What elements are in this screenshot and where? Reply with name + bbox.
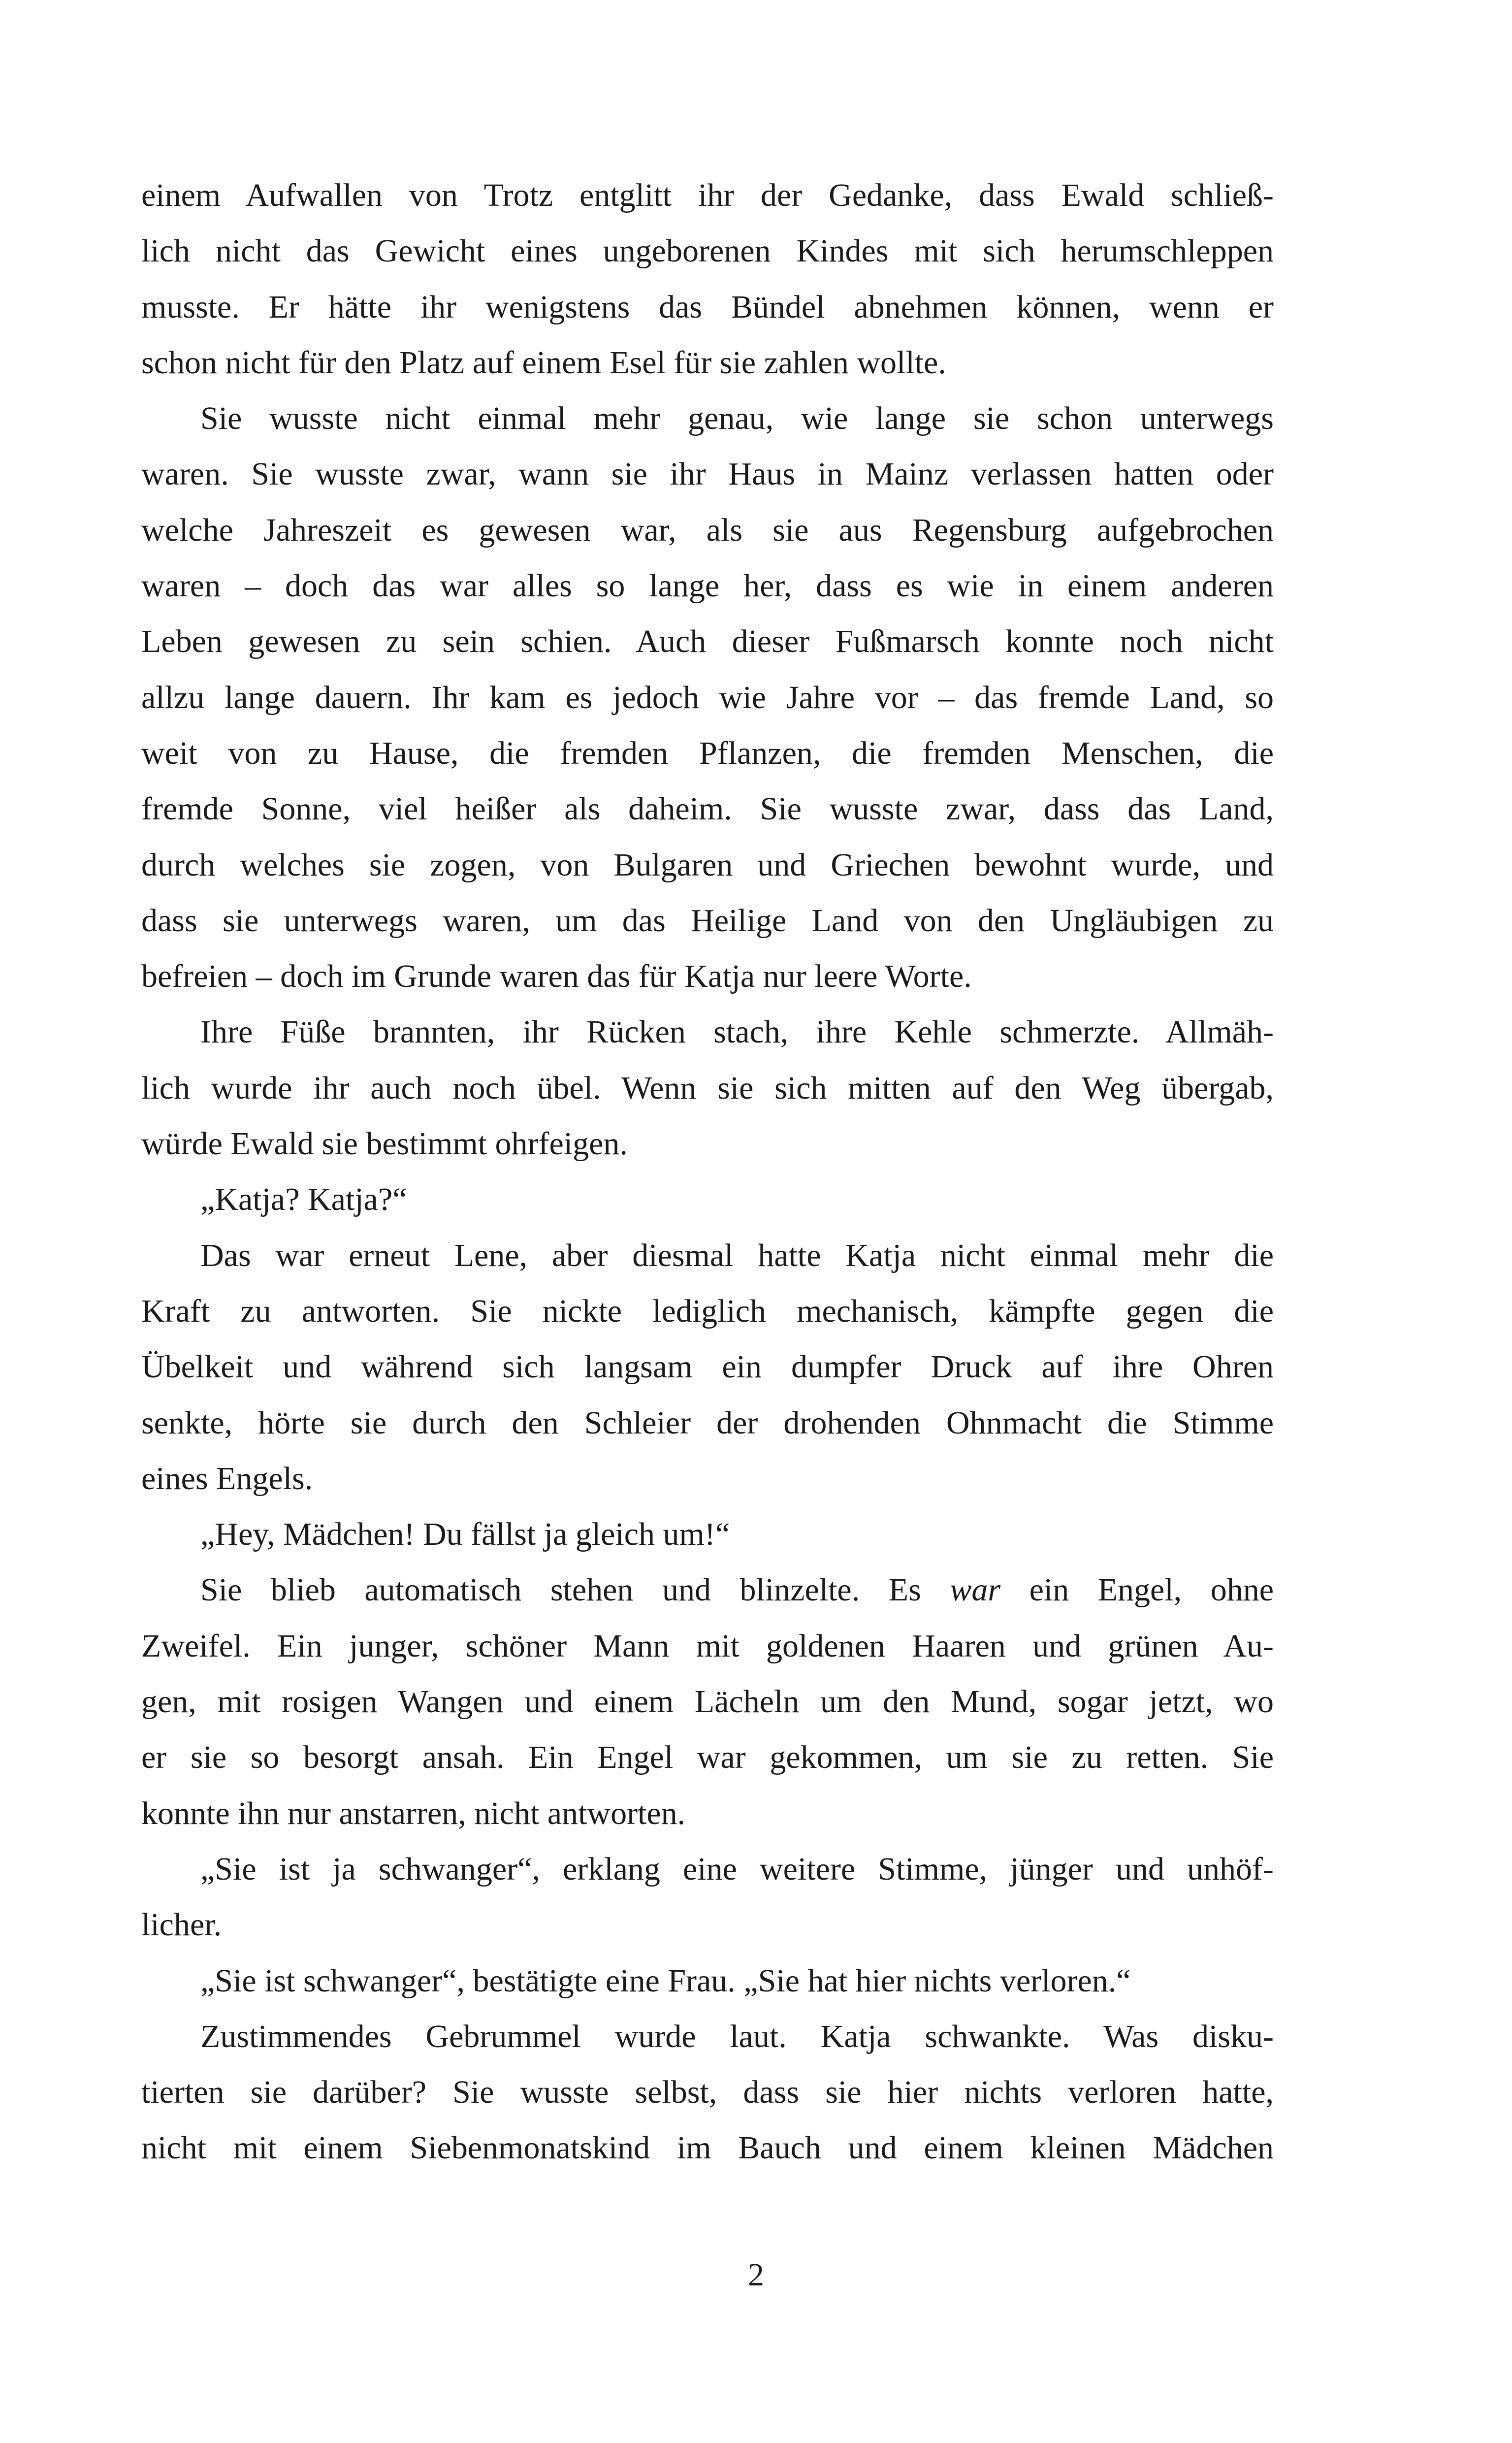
text-line: allzu lange dauern. Ihr kam es jedoch wie Jahre vor – das fremde Land, so — [141, 679, 1274, 716]
text-line: „Hey, Mädchen! Du fällst ja gleich um!“ — [200, 1516, 730, 1553]
text-line: „Sie ist schwanger“, bestätigte eine Frau. „Sie hat hier nichts verloren.“ — [200, 1962, 1131, 1999]
text-run: Sie blieb automatisch stehen und blinzelte. Es — [200, 1572, 950, 1608]
text-line: Zweifel. Ein junger, schöner Mann mit goldenen Haaren und grünen Au- — [141, 1628, 1274, 1664]
text-line: welche Jahreszeit es gewesen war, als sie aus Regensburg aufgebrochen — [141, 512, 1274, 548]
body-text — [141, 167, 1274, 2176]
text-line: befreien – doch im Grunde waren das für Katja nur leere Worte. — [141, 958, 972, 995]
text-line: licher. — [141, 1907, 222, 1943]
text-line: gen, mit rosigen Wangen und einem Lächeln um den Mund, sogar jetzt, wo — [141, 1684, 1274, 1720]
text-line: „Sie ist ja schwanger“, erklang eine weitere Stimme, jünger und unhöf- — [200, 1851, 1274, 1887]
text-line: würde Ewald sie bestimmt ohrfeigen. — [141, 1126, 628, 1162]
text-line: „Katja? Katja?“ — [200, 1181, 407, 1218]
text-line: dass sie unterwegs waren, um das Heilige Land von den Ungläubigen zu — [141, 902, 1274, 939]
text-line: nicht mit einem Siebenmonatskind im Bauch und einem kleinen Mädchen — [141, 2130, 1274, 2166]
text-line: lich nicht das Gewicht eines ungeborenen Kindes mit sich herumschleppen — [141, 233, 1274, 269]
text-line: Leben gewesen zu sein schien. Auch dieser Fußmarsch konnte noch nicht — [141, 623, 1274, 660]
text-run: ein Engel, ohne — [1000, 1572, 1274, 1608]
text-line: weit von zu Hause, die fremden Pflanzen, die fremden Menschen, die — [141, 735, 1274, 771]
text-line: er sie so besorgt ansah. Ein Engel war gekommen, um sie zu retten. Sie — [141, 1739, 1274, 1776]
text-line: musste. Er hätte ihr wenigstens das Bündel abnehmen können, wenn er — [141, 289, 1274, 325]
emphasis-word: war — [950, 1572, 1001, 1608]
text-line: Sie wusste nicht einmal mehr genau, wie lange sie schon unterwegs — [200, 400, 1274, 437]
text-line: waren – doch das war alles so lange her, dass es wie in einem anderen — [141, 568, 1274, 604]
page-number: 2 — [748, 2257, 764, 2293]
text-line: eines Engels. — [141, 1460, 313, 1497]
text-line: einem Aufwallen von Trotz entglitt ihr der Gedanke, dass Ewald schließ- — [141, 177, 1274, 213]
text-line: Das war erneut Lene, aber diesmal hatte Katja nicht einmal mehr die — [200, 1237, 1274, 1273]
text-line: fremde Sonne, viel heißer als daheim. Sie wusste zwar, dass das Land, — [141, 791, 1274, 827]
text-line: konnte ihn nur anstarren, nicht antworten. — [141, 1795, 686, 1831]
text-line: durch welches sie zogen, von Bulgaren und Griechen bewohnt wurde, und — [141, 847, 1274, 883]
text-line: lich wurde ihr auch noch übel. Wenn sie sich mitten auf den Weg übergab, — [141, 1070, 1274, 1106]
text-line: Zustimmendes Gebrummel wurde laut. Katja schwankte. Was disku- — [200, 2018, 1274, 2054]
text-line: Übelkeit und während sich langsam ein dumpfer Druck auf ihre Ohren — [141, 1349, 1274, 1385]
text-line: senkte, hörte sie durch den Schleier der drohenden Ohnmacht die Stimme — [141, 1404, 1274, 1441]
text-line: tierten sie darüber? Sie wusste selbst, dass sie hier nichts verloren hatte, — [141, 2074, 1274, 2111]
text-line: Kraft zu antworten. Sie nickte lediglich mechanisch, kämpfte gegen die — [141, 1293, 1274, 1329]
text-line-with-emphasis — [141, 1562, 1274, 1618]
text-line: schon nicht für den Platz auf einem Esel für sie zahlen wollte. — [141, 344, 946, 381]
text-line: Ihre Füße brannten, ihr Rücken stach, ihre Kehle schmerzte. Allmäh- — [200, 1014, 1274, 1050]
text-line: waren. Sie wusste zwar, wann sie ihr Haus in Mainz verlassen hatten oder — [141, 456, 1274, 492]
